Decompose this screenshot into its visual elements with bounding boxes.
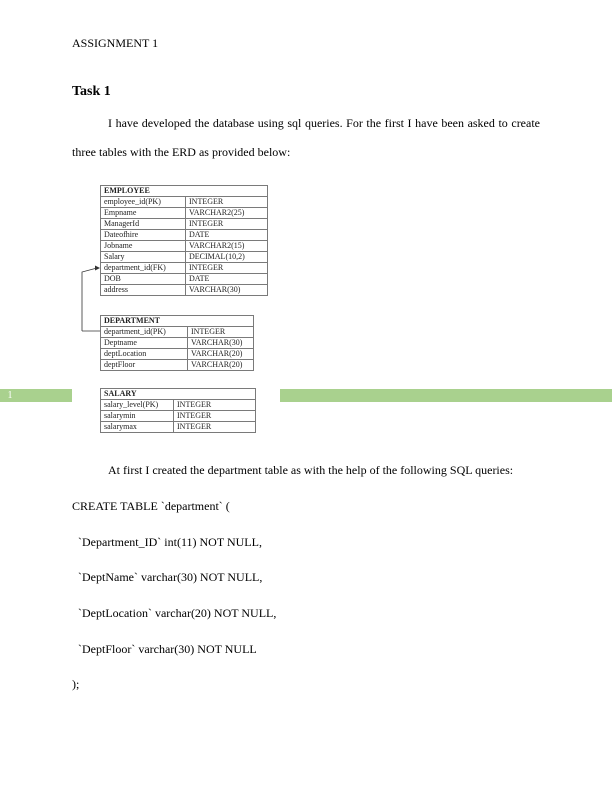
- department-intro-paragraph: At first I created the department table as with the help of the following SQL queries:: [108, 463, 514, 477]
- erd-field-name: Dateofhire: [101, 230, 186, 241]
- erd-field-type: INTEGER: [174, 422, 256, 433]
- erd-field-type: VARCHAR2(15): [186, 241, 268, 252]
- erd-field-name: salary_level(PK): [101, 400, 174, 411]
- erd-department-title: DEPARTMENT: [101, 316, 254, 327]
- erd-field-type: VARCHAR(30): [186, 285, 268, 296]
- erd-field-name: Salary: [101, 252, 186, 263]
- erd-field-name: department_id(PK): [101, 327, 188, 338]
- sql-code-line: `Department_ID` int(11) NOT NULL,: [72, 535, 262, 549]
- sql-code-line: `DeptName` varchar(30) NOT NULL,: [72, 570, 263, 584]
- erd-field-type: DATE: [186, 274, 268, 285]
- erd-field-type: INTEGER: [174, 400, 256, 411]
- intro-paragraph: I have developed the database using sql queries. For the first I have been asked to create three tables with the ERD as provided below:: [72, 116, 540, 159]
- table-row: [101, 400, 256, 411]
- erd-field-type: INTEGER: [174, 411, 256, 422]
- erd-field-name: salarymin: [101, 411, 174, 422]
- erd-field-name: Jobname: [101, 241, 186, 252]
- erd-field-type: INTEGER: [186, 263, 268, 274]
- erd-field-type: INTEGER: [186, 219, 268, 230]
- table-row: [101, 349, 254, 360]
- table-row: [101, 327, 254, 338]
- erd-field-type: VARCHAR(30): [188, 338, 254, 349]
- erd-employee-title: EMPLOYEE: [101, 186, 268, 197]
- erd-field-type: DECIMAL(10,2): [186, 252, 268, 263]
- running-head: ASSIGNMENT 1: [72, 36, 159, 50]
- sql-code-line: `DeptLocation` varchar(20) NOT NULL,: [72, 606, 277, 620]
- erd-connector-line: [82, 268, 97, 331]
- page-number-bar-right: [280, 389, 612, 402]
- sql-code-line: CREATE TABLE `department` (: [72, 499, 230, 513]
- erd-department-table: [100, 315, 254, 371]
- erd-field-name: DOB: [101, 274, 186, 285]
- erd-field-name: department_id(FK): [101, 263, 186, 274]
- sql-code-line: `DeptFloor` varchar(30) NOT NULL: [72, 642, 257, 656]
- page-number: 1: [7, 390, 13, 401]
- sql-code-line: );: [72, 677, 80, 691]
- erd-field-name: Deptname: [101, 338, 188, 349]
- erd-field-name: deptFloor: [101, 360, 188, 371]
- erd-field-type: DATE: [186, 230, 268, 241]
- table-row: [101, 422, 256, 433]
- table-row: [101, 338, 254, 349]
- table-row: [101, 411, 256, 422]
- task-heading: Task 1: [72, 84, 111, 99]
- erd-field-type: VARCHAR(20): [188, 360, 254, 371]
- erd-salary-title: SALARY: [101, 389, 256, 400]
- erd-field-type: INTEGER: [188, 327, 254, 338]
- erd-field-type: VARCHAR2(25): [186, 208, 268, 219]
- erd-field-type: INTEGER: [186, 197, 268, 208]
- erd-field-name: address: [101, 285, 186, 296]
- table-row: [101, 360, 254, 371]
- erd-field-name: Empname: [101, 208, 186, 219]
- erd-field-name: ManagerId: [101, 219, 186, 230]
- erd-salary-table: [100, 388, 256, 433]
- erd-field-name: deptLocation: [101, 349, 188, 360]
- erd-field-name: salarymax: [101, 422, 174, 433]
- arrowhead-icon: [95, 266, 100, 271]
- erd-field-type: VARCHAR(20): [188, 349, 254, 360]
- erd-field-name: employee_id(PK): [101, 197, 186, 208]
